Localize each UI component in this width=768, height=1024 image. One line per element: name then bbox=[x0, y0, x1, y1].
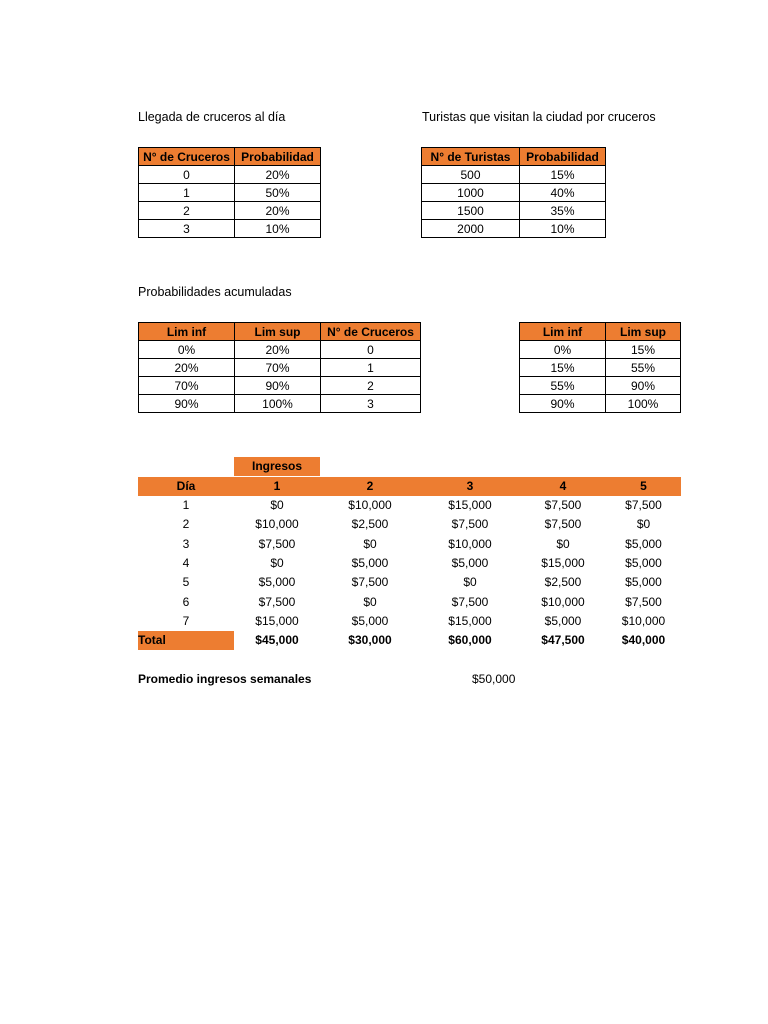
week-column-header: 5 bbox=[640, 479, 647, 493]
income-cell: $7,500 bbox=[625, 498, 662, 512]
table-cell: 70% bbox=[235, 359, 321, 377]
income-cell: $7,500 bbox=[544, 498, 582, 512]
table-cell: 1500 bbox=[422, 202, 520, 220]
average-label: Promedio ingresos semanales bbox=[138, 672, 312, 686]
table-cell: 20% bbox=[235, 202, 321, 220]
average-value: $50,000 bbox=[472, 672, 516, 686]
column-header: Lim sup bbox=[606, 323, 681, 341]
income-cell: $15,000 bbox=[448, 614, 492, 628]
tourists-title: Turistas que visitan la ciudad por cruceros bbox=[422, 110, 656, 124]
income-cell: $7,500 bbox=[544, 517, 582, 531]
table-cell: 1 bbox=[139, 184, 235, 202]
income-cell: $5,000 bbox=[451, 556, 489, 570]
cumulative-tourists-table bbox=[519, 322, 681, 413]
table-row bbox=[139, 166, 321, 184]
table-cell: 10% bbox=[235, 220, 321, 238]
cumulative-title: Probabilidades acumuladas bbox=[138, 285, 292, 299]
table-cell: 3 bbox=[321, 395, 421, 413]
income-cell: $5,000 bbox=[625, 575, 662, 589]
table-cell: 100% bbox=[606, 395, 681, 413]
table-row bbox=[139, 377, 421, 395]
income-cell: $0 bbox=[363, 595, 377, 609]
table-row bbox=[139, 202, 321, 220]
table-cell: 40% bbox=[520, 184, 606, 202]
table-cell: 500 bbox=[422, 166, 520, 184]
table-cell: 3 bbox=[139, 220, 235, 238]
day-cell: 2 bbox=[182, 517, 190, 531]
table-cell: 0 bbox=[139, 166, 235, 184]
table-cell: 15% bbox=[520, 359, 606, 377]
income-cell: $10,000 bbox=[541, 595, 585, 609]
table-row bbox=[139, 395, 421, 413]
day-column-header: Día bbox=[176, 479, 196, 493]
table-cell: 55% bbox=[606, 359, 681, 377]
table-header-row bbox=[139, 323, 421, 341]
income-cell: $5,000 bbox=[625, 537, 662, 551]
column-header: Probabilidad bbox=[235, 148, 321, 166]
table-row bbox=[422, 202, 606, 220]
table-cell: 90% bbox=[139, 395, 235, 413]
table-row bbox=[422, 184, 606, 202]
week-column-header: 4 bbox=[559, 479, 567, 493]
day-cell: 3 bbox=[182, 537, 190, 551]
total-cell: $40,000 bbox=[621, 633, 666, 647]
income-cell: $5,000 bbox=[544, 614, 582, 628]
table-cell: 35% bbox=[520, 202, 606, 220]
column-header: N° de Cruceros bbox=[139, 148, 235, 166]
table-header-row bbox=[139, 148, 321, 166]
income-cell: $7,500 bbox=[625, 595, 662, 609]
day-cell: 6 bbox=[182, 595, 190, 609]
week-column-header: 2 bbox=[366, 479, 374, 493]
table-cell: 15% bbox=[606, 341, 681, 359]
income-cell: $0 bbox=[270, 498, 284, 512]
income-cell: $0 bbox=[463, 575, 477, 589]
table-row bbox=[139, 341, 421, 359]
cumulative-cruises-table bbox=[138, 322, 421, 413]
arrivals-table bbox=[138, 147, 321, 238]
column-header: Probabilidad bbox=[520, 148, 606, 166]
table-cell: 90% bbox=[606, 377, 681, 395]
arrivals-title: Llegada de cruceros al día bbox=[138, 110, 286, 124]
table-header-row bbox=[422, 148, 606, 166]
income-cell: $0 bbox=[363, 537, 377, 551]
table-cell: 2 bbox=[321, 377, 421, 395]
income-cell: $5,000 bbox=[351, 556, 389, 570]
table-row bbox=[422, 220, 606, 238]
table-cell: 2000 bbox=[422, 220, 520, 238]
week-column-header: 1 bbox=[273, 479, 281, 493]
table-row bbox=[139, 220, 321, 238]
table-cell: 1000 bbox=[422, 184, 520, 202]
income-cell: $5,000 bbox=[351, 614, 389, 628]
table-cell: 90% bbox=[520, 395, 606, 413]
tourists-table bbox=[421, 147, 606, 238]
table-cell: 15% bbox=[520, 166, 606, 184]
week-column-header: 3 bbox=[466, 479, 474, 493]
income-cell: $7,500 bbox=[258, 537, 296, 551]
income-cell: $15,000 bbox=[255, 614, 299, 628]
column-header: N° de Turistas bbox=[422, 148, 520, 166]
table-row bbox=[139, 184, 321, 202]
income-cell: $5,000 bbox=[625, 556, 662, 570]
table-cell: 2 bbox=[139, 202, 235, 220]
total-cell: $45,000 bbox=[255, 633, 299, 647]
day-cell: 1 bbox=[182, 498, 190, 512]
table-row bbox=[422, 166, 606, 184]
table-cell: 20% bbox=[139, 359, 235, 377]
income-cell: $7,500 bbox=[258, 595, 296, 609]
total-cell: $47,500 bbox=[541, 633, 585, 647]
column-header: Lim inf bbox=[139, 323, 235, 341]
income-cell: $15,000 bbox=[448, 498, 492, 512]
income-cell: $2,500 bbox=[544, 575, 582, 589]
table-cell: 0 bbox=[321, 341, 421, 359]
table-cell: 20% bbox=[235, 341, 321, 359]
table-header-row bbox=[520, 323, 681, 341]
income-group-header: Ingresos bbox=[234, 457, 320, 476]
table-cell: 55% bbox=[520, 377, 606, 395]
total-cell: $30,000 bbox=[348, 633, 392, 647]
income-cell: $0 bbox=[270, 556, 284, 570]
column-header: N° de Cruceros bbox=[321, 323, 421, 341]
table-cell: 1 bbox=[321, 359, 421, 377]
table-cell: 0% bbox=[139, 341, 235, 359]
income-cell: $2,500 bbox=[351, 517, 389, 531]
income-cell: $5,000 bbox=[258, 575, 296, 589]
table-cell: 50% bbox=[235, 184, 321, 202]
day-cell: 5 bbox=[182, 575, 190, 589]
table-cell: 100% bbox=[235, 395, 321, 413]
table-row bbox=[520, 341, 681, 359]
table-cell: 0% bbox=[520, 341, 606, 359]
table-row bbox=[520, 395, 681, 413]
income-cell: $10,000 bbox=[621, 614, 666, 628]
income-cell: $0 bbox=[556, 537, 570, 551]
income-cell: $10,000 bbox=[348, 498, 392, 512]
table-cell: 90% bbox=[235, 377, 321, 395]
income-cell: $7,500 bbox=[351, 575, 389, 589]
income-cell: $7,500 bbox=[451, 517, 489, 531]
table-cell: 70% bbox=[139, 377, 235, 395]
total-cell: $60,000 bbox=[448, 633, 492, 647]
total-label: Total bbox=[138, 631, 234, 650]
table-row bbox=[520, 359, 681, 377]
column-header: Lim inf bbox=[520, 323, 606, 341]
table-cell: 10% bbox=[520, 220, 606, 238]
table-row bbox=[139, 359, 421, 377]
table-cell: 20% bbox=[235, 166, 321, 184]
day-cell: 4 bbox=[182, 556, 190, 570]
income-cell: $15,000 bbox=[541, 556, 585, 570]
income-cell: $0 bbox=[636, 517, 651, 531]
income-cell: $7,500 bbox=[451, 595, 489, 609]
column-header: Lim sup bbox=[235, 323, 321, 341]
income-cell: $10,000 bbox=[255, 517, 299, 531]
day-cell: 7 bbox=[182, 614, 190, 628]
income-cell: $10,000 bbox=[448, 537, 492, 551]
table-row bbox=[520, 377, 681, 395]
